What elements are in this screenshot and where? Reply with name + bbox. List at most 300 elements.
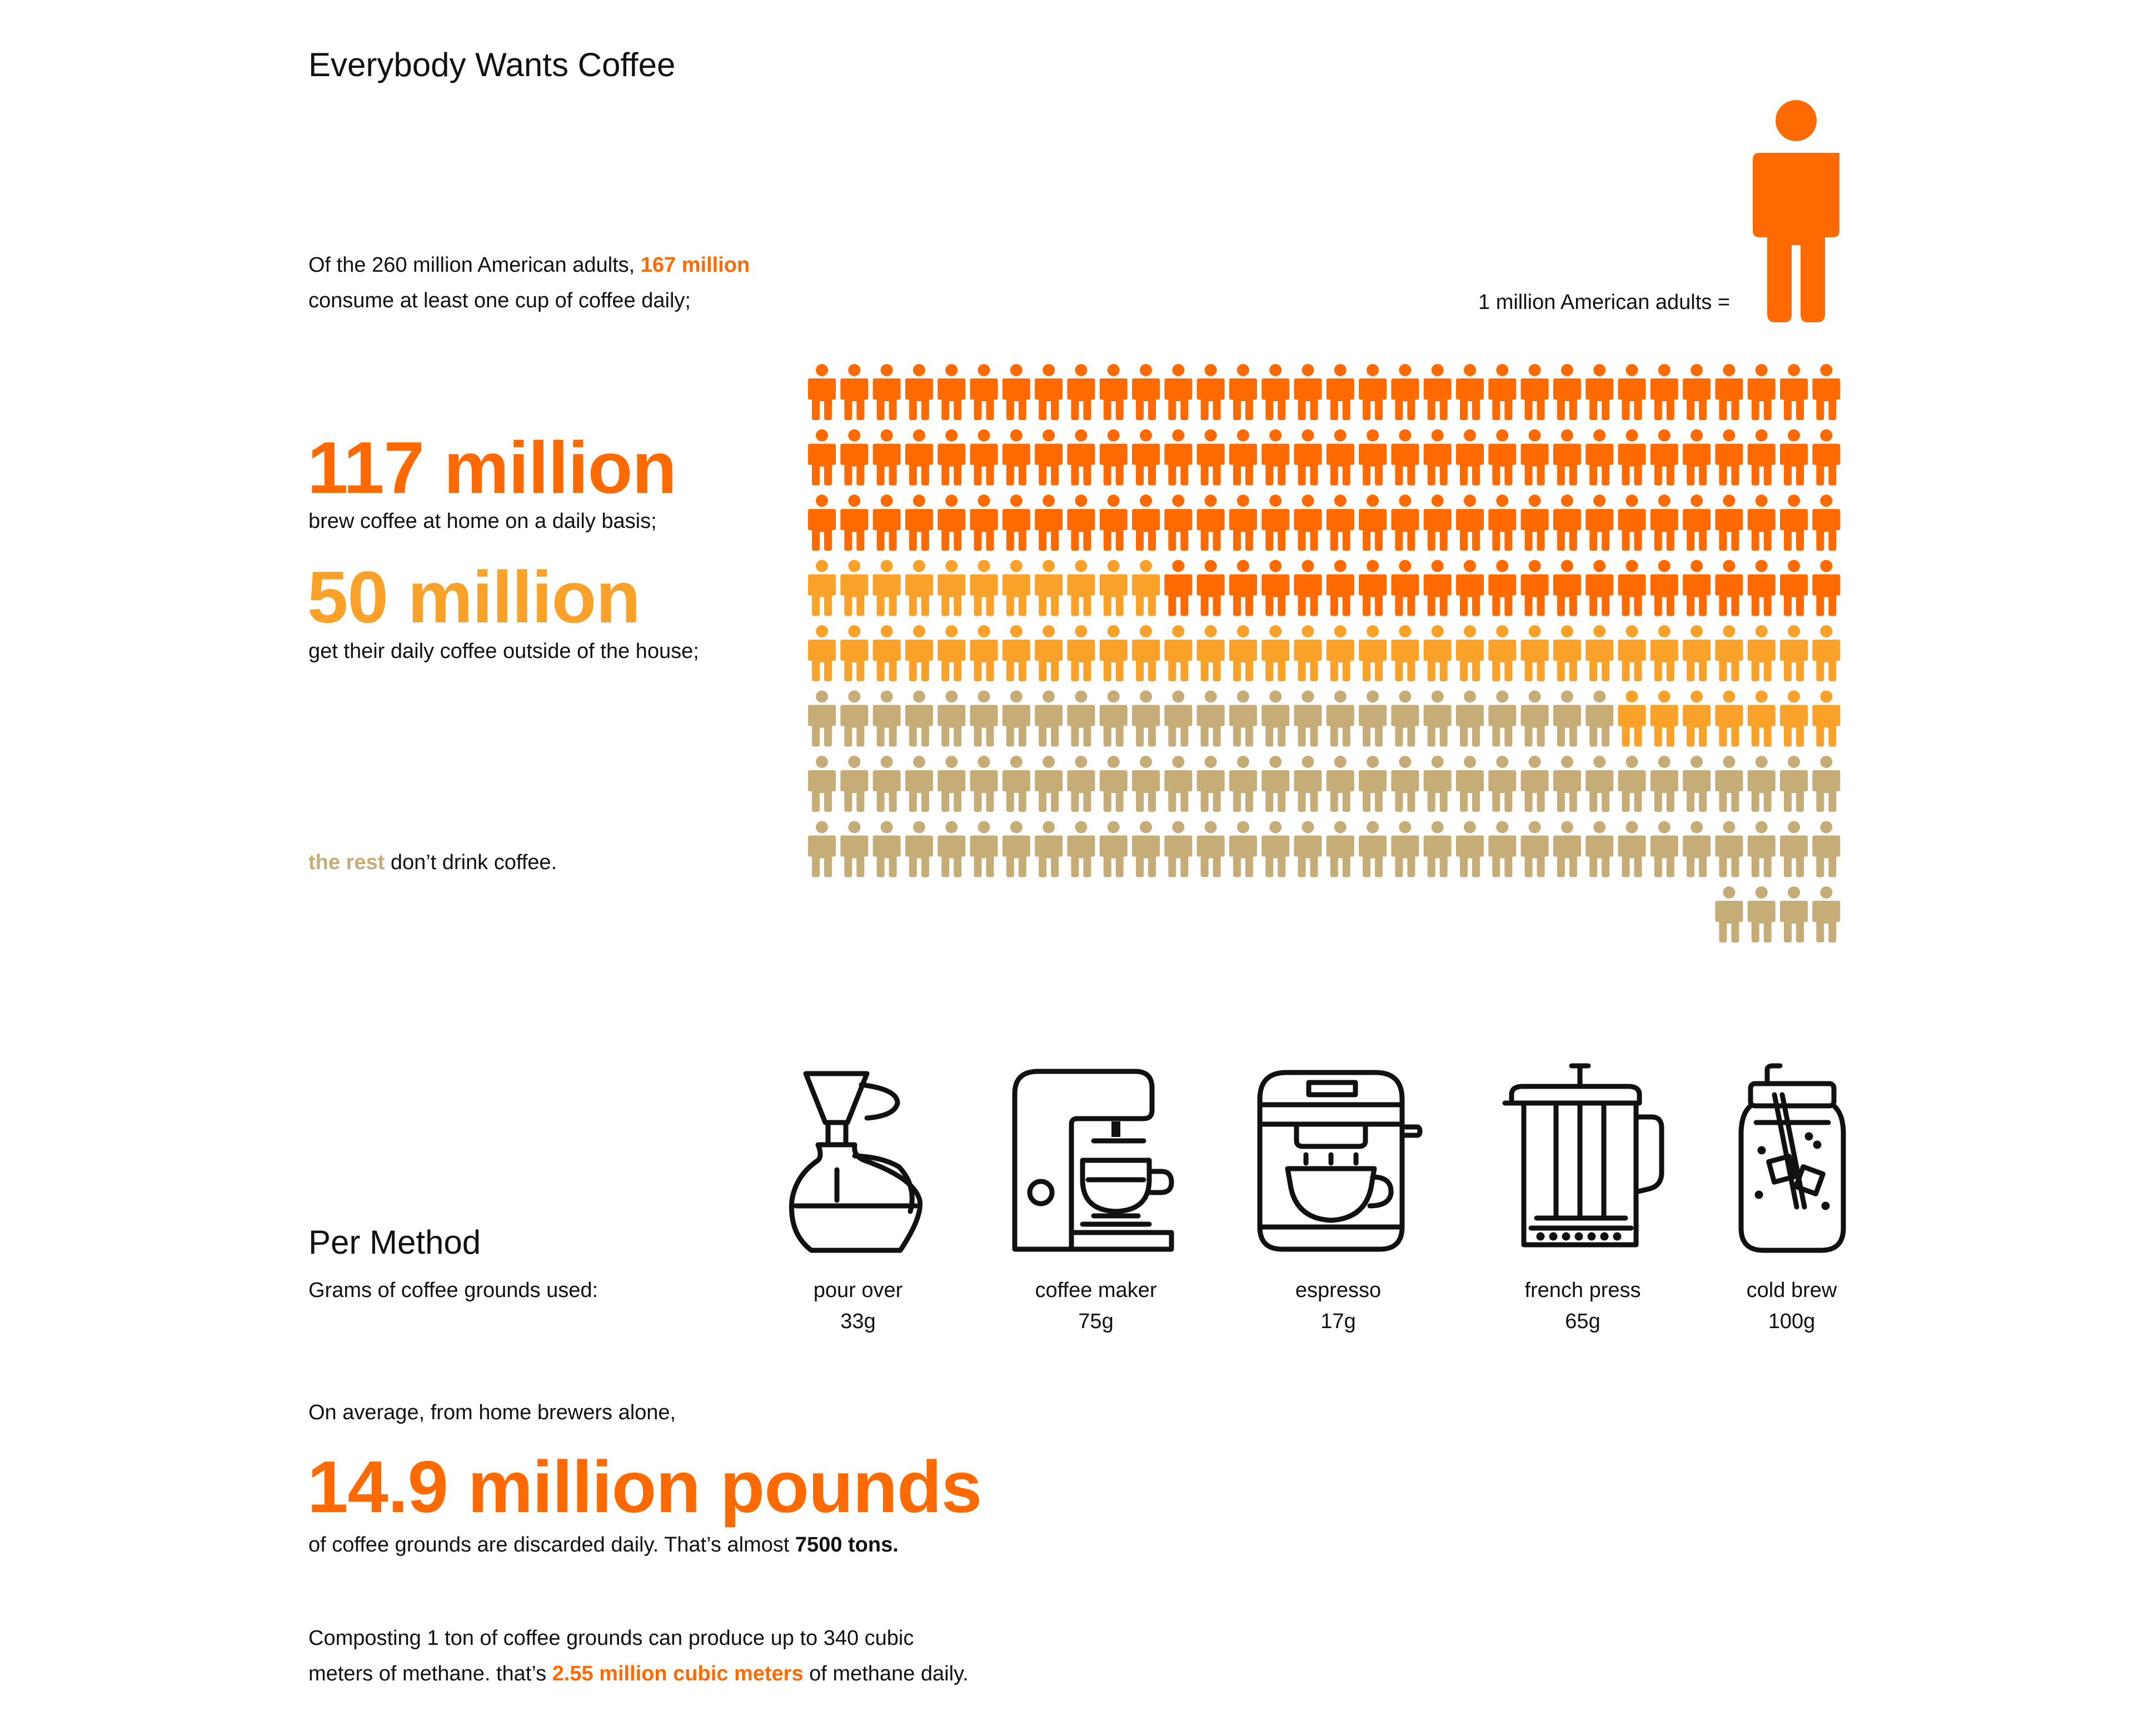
person-icon-home — [1391, 364, 1419, 420]
person-icon-rest — [1424, 821, 1452, 877]
person-icon-rest — [1003, 821, 1030, 877]
person-icon-outside — [1651, 625, 1678, 681]
methane-line1: Composting 1 ton of coffee grounds can produce up to 340 cubic — [308, 1627, 914, 1650]
person-icon-rest — [1780, 886, 1808, 942]
person-icon-rest — [1003, 756, 1030, 812]
person-icon-rest — [1035, 821, 1063, 877]
person-icon-home — [1748, 560, 1776, 616]
person-icon-rest — [1585, 756, 1613, 812]
person-icon-home — [1229, 495, 1257, 551]
person-icon-rest — [1715, 821, 1743, 877]
person-icon-home — [1521, 364, 1549, 420]
person-icon-rest — [1553, 756, 1581, 812]
person-icon-rest — [1132, 691, 1160, 747]
person-icon-outside — [1780, 625, 1808, 681]
person-icon-home — [905, 430, 933, 486]
person-icon-rest — [1262, 756, 1289, 812]
person-icon-home — [1683, 560, 1711, 616]
method-label-cold-brew — [1681, 1275, 1903, 1337]
person-icon-home — [840, 430, 868, 486]
person-icon-home — [1618, 560, 1646, 616]
person-icon-rest — [1229, 821, 1257, 877]
person-icon-rest — [1100, 756, 1128, 812]
person-icon-outside — [1035, 625, 1063, 681]
person-icon-outside — [1132, 560, 1160, 616]
person-icon-home — [1456, 364, 1484, 420]
person-icon-home — [1553, 495, 1581, 551]
person-icon-home — [1067, 430, 1095, 486]
person-icon-rest — [1035, 691, 1063, 747]
person-icon-outside — [905, 560, 933, 616]
person-icon-rest — [1391, 756, 1419, 812]
waste-caption-tons: 7500 tons. — [795, 1533, 899, 1557]
person-icon-home — [1100, 430, 1128, 486]
person-icon-home — [1197, 430, 1225, 486]
person-icon-rest — [840, 691, 868, 747]
person-icon-home — [1003, 495, 1030, 551]
person-icon-rest — [1391, 821, 1419, 877]
person-icon-home — [1780, 364, 1808, 420]
methane-line2-tail: of methane daily. — [803, 1662, 969, 1685]
per-method-heading: Per Method — [308, 1224, 481, 1261]
person-icon-rest — [1521, 756, 1549, 812]
person-icon-rest — [1229, 756, 1257, 812]
person-icon-outside — [970, 560, 998, 616]
person-icon-rest — [970, 821, 998, 877]
person-icon-rest — [1229, 691, 1257, 747]
person-icon-home — [1391, 430, 1419, 486]
person-icon-outside — [1424, 625, 1452, 681]
person-icon-home — [1100, 495, 1128, 551]
intro-highlight: 167 million — [640, 253, 750, 277]
person-icon-home — [1618, 495, 1646, 551]
person-icon-home — [808, 495, 836, 551]
person-icon-outside — [1391, 625, 1419, 681]
coffee-maker-icon — [1010, 1066, 1177, 1255]
person-icon-outside — [1618, 691, 1646, 747]
person-icon-rest — [1197, 691, 1225, 747]
person-icon-rest — [1521, 691, 1549, 747]
person-icon-rest — [1067, 691, 1095, 747]
person-icon-outside — [970, 625, 998, 681]
person-icon-outside — [1521, 625, 1549, 681]
person-icon-rest — [905, 821, 933, 877]
person-icon-home — [970, 364, 998, 420]
person-icon-home — [808, 430, 836, 486]
person-icon-rest — [970, 756, 998, 812]
person-icon-home — [1294, 364, 1322, 420]
person-icon-home — [1197, 364, 1225, 420]
person-icon-home — [905, 495, 933, 551]
person-icon-rest — [1424, 756, 1452, 812]
stat-home-caption: brew coffee at home on a daily basis; — [308, 510, 657, 533]
person-icon-home — [1456, 430, 1484, 486]
person-icon-outside — [1229, 625, 1257, 681]
intro-line2: consume at least one cup of coffee daily; — [308, 289, 691, 312]
method-name: espresso — [1295, 1279, 1382, 1302]
person-icon-rest — [873, 821, 901, 877]
person-icon-home — [1715, 560, 1743, 616]
person-icon-rest — [808, 756, 836, 812]
person-icon-outside — [1359, 625, 1387, 681]
stat-home-value: 117 million — [307, 427, 676, 508]
person-icon-outside — [1327, 625, 1354, 681]
person-icon-home — [1003, 430, 1030, 486]
person-icon-home — [1035, 495, 1063, 551]
person-icon-home — [1067, 495, 1095, 551]
method-grams: 65g — [1565, 1310, 1601, 1333]
person-icon-rest — [938, 691, 965, 747]
person-icon-home — [1651, 430, 1678, 486]
person-icon-home — [1715, 495, 1743, 551]
person-icon-home — [1488, 495, 1516, 551]
person-icon-rest — [1488, 821, 1516, 877]
person-icon-home — [1424, 364, 1452, 420]
person-icon-outside — [840, 560, 868, 616]
person-icon-rest — [1456, 756, 1484, 812]
person-icon-home — [873, 495, 901, 551]
person-icon-rest — [905, 756, 933, 812]
person-icon-rest — [1748, 756, 1776, 812]
person-icon-outside — [1651, 691, 1678, 747]
person-icon-home — [1456, 495, 1484, 551]
person-icon-home — [1812, 430, 1840, 486]
person-icon-rest — [1262, 691, 1289, 747]
person-icon-home — [1294, 495, 1322, 551]
person-icon-outside — [840, 625, 868, 681]
person-icon-home — [1391, 560, 1419, 616]
person-icon-rest — [1488, 691, 1516, 747]
person-icon-outside — [1748, 691, 1776, 747]
person-icon-rest — [970, 691, 998, 747]
person-icon-home — [1164, 364, 1192, 420]
person-icon-rest — [1683, 756, 1711, 812]
person-icon-outside — [1618, 625, 1646, 681]
person-icon-home — [1553, 364, 1581, 420]
person-icon-rest — [1618, 756, 1646, 812]
person-icon-outside — [1132, 625, 1160, 681]
person-icon-rest — [1359, 691, 1387, 747]
person-icon-home — [1035, 430, 1063, 486]
person-icon-home — [1748, 430, 1776, 486]
person-icon-home — [1164, 430, 1192, 486]
person-icon-home — [1488, 560, 1516, 616]
person-icon-rest — [1488, 756, 1516, 812]
person-icon-rest — [1780, 821, 1808, 877]
person-icon-home — [1067, 364, 1095, 420]
person-icon-outside — [1585, 625, 1613, 681]
person-icon-home — [1132, 364, 1160, 420]
person-icon-home — [1359, 430, 1387, 486]
method-label-coffee-maker — [985, 1275, 1207, 1337]
person-icon-rest — [1553, 821, 1581, 877]
person-icon-outside — [905, 625, 933, 681]
person-icon-rest — [1035, 756, 1063, 812]
methane-highlight: 2.55 million cubic meters — [552, 1662, 804, 1685]
person-icon-home — [1812, 560, 1840, 616]
person-icon-home — [1456, 560, 1484, 616]
person-icon-home — [1553, 430, 1581, 486]
person-icon-outside — [1067, 625, 1095, 681]
person-icon-rest — [1294, 691, 1322, 747]
person-icon-outside — [1488, 625, 1516, 681]
person-icon-rest — [1748, 886, 1776, 942]
person-icon-rest — [1585, 691, 1613, 747]
person-icon-rest — [1715, 886, 1743, 942]
person-icon-home — [938, 495, 965, 551]
person-icon-home — [905, 364, 933, 420]
person-icon-home — [1327, 560, 1354, 616]
person-icon-home — [1424, 495, 1452, 551]
person-icon-home — [1618, 430, 1646, 486]
person-icon-home — [1294, 430, 1322, 486]
person-icon-outside — [1553, 625, 1581, 681]
pour-over-icon — [784, 1067, 934, 1256]
person-icon-rest — [808, 691, 836, 747]
person-icon-home — [1327, 430, 1354, 486]
method-grams: 17g — [1320, 1310, 1356, 1333]
method-grams: 75g — [1078, 1310, 1114, 1333]
person-icon-rest — [1812, 756, 1840, 812]
legend-person-icon — [1753, 100, 1839, 322]
methane-text — [308, 1620, 969, 1692]
person-icon-rest — [1262, 821, 1289, 877]
person-icon-outside — [1715, 625, 1743, 681]
person-icon-home — [1229, 430, 1257, 486]
person-icon-rest — [1067, 821, 1095, 877]
stat-rest-highlight: the rest — [308, 851, 385, 874]
person-icon-home — [1132, 495, 1160, 551]
person-icon-home — [1262, 560, 1289, 616]
person-icon-home — [873, 364, 901, 420]
person-icon-home — [1585, 364, 1613, 420]
pictogram-grid — [808, 364, 1840, 942]
person-icon-rest — [905, 691, 933, 747]
person-icon-rest — [1715, 756, 1743, 812]
person-icon-home — [1715, 430, 1743, 486]
person-icon-outside — [1035, 560, 1063, 616]
person-icon-home — [1683, 495, 1711, 551]
person-icon-rest — [1585, 821, 1613, 877]
person-icon-home — [1780, 560, 1808, 616]
person-icon-outside — [1100, 560, 1128, 616]
french-press-icon — [1500, 1061, 1667, 1256]
person-icon-home — [1488, 364, 1516, 420]
person-icon-rest — [873, 691, 901, 747]
person-icon-rest — [1132, 821, 1160, 877]
person-icon-rest — [1100, 821, 1128, 877]
person-icon-outside — [1164, 625, 1192, 681]
person-icon-home — [1424, 560, 1452, 616]
person-icon-rest — [1651, 756, 1678, 812]
person-icon-home — [1391, 495, 1419, 551]
stat-outside-value: 50 million — [307, 556, 640, 638]
person-icon-home — [1327, 495, 1354, 551]
person-icon-rest — [840, 756, 868, 812]
person-icon-rest — [1780, 756, 1808, 812]
per-method-subheading: Grams of coffee grounds used: — [308, 1279, 599, 1302]
person-icon-home — [808, 364, 836, 420]
person-icon-outside — [1197, 625, 1225, 681]
person-icon-rest — [1327, 821, 1354, 877]
person-icon-outside — [1780, 691, 1808, 747]
method-label-espresso — [1227, 1275, 1449, 1337]
person-icon-home — [970, 495, 998, 551]
person-icon-home — [1780, 430, 1808, 486]
person-icon-rest — [840, 821, 868, 877]
person-icon-outside — [938, 625, 965, 681]
person-icon-home — [1651, 364, 1678, 420]
person-icon-outside — [1715, 691, 1743, 747]
cold-brew-jar-icon — [1737, 1061, 1848, 1256]
person-icon-home — [840, 364, 868, 420]
person-icon-home — [1812, 495, 1840, 551]
person-icon-rest — [1651, 821, 1678, 877]
person-icon-home — [1488, 430, 1516, 486]
person-icon-home — [1715, 364, 1743, 420]
person-icon-home — [1327, 364, 1354, 420]
person-icon-rest — [1327, 756, 1354, 812]
person-icon-home — [1100, 364, 1128, 420]
person-icon-outside — [808, 560, 836, 616]
person-icon-home — [1683, 430, 1711, 486]
person-icon-home — [1748, 495, 1776, 551]
method-name: french press — [1524, 1279, 1641, 1302]
person-icon-rest — [1424, 691, 1452, 747]
person-icon-outside — [1812, 691, 1840, 747]
person-icon-home — [1780, 495, 1808, 551]
person-icon-rest — [1197, 756, 1225, 812]
person-icon-home — [840, 495, 868, 551]
person-icon-home — [1359, 495, 1387, 551]
person-icon-rest — [1683, 821, 1711, 877]
person-icon-home — [1651, 495, 1678, 551]
person-icon-rest — [1197, 821, 1225, 877]
person-icon-home — [1812, 364, 1840, 420]
person-icon-rest — [1812, 821, 1840, 877]
waste-intro: On average, from home brewers alone, — [308, 1401, 676, 1424]
person-icon-home — [938, 430, 965, 486]
person-icon-rest — [1812, 886, 1840, 942]
person-icon-home — [1262, 495, 1289, 551]
person-icon-rest — [1359, 756, 1387, 812]
person-icon-rest — [1327, 691, 1354, 747]
person-icon-home — [1748, 364, 1776, 420]
person-icon-rest — [873, 756, 901, 812]
person-icon-rest — [1618, 821, 1646, 877]
page-title: Everybody Wants Coffee — [308, 46, 676, 83]
waste-value: 14.9 million pounds — [307, 1446, 982, 1528]
person-icon-home — [1229, 364, 1257, 420]
person-icon-outside — [873, 560, 901, 616]
method-grams: 33g — [840, 1310, 876, 1333]
method-label-french-press — [1472, 1275, 1694, 1337]
stat-rest-caption: don’t drink coffee. — [385, 851, 557, 874]
person-icon-rest — [1391, 691, 1419, 747]
person-icon-rest — [1003, 691, 1030, 747]
person-icon-rest — [1521, 821, 1549, 877]
person-icon-home — [1521, 560, 1549, 616]
person-icon-home — [1132, 430, 1160, 486]
person-icon-home — [1003, 364, 1030, 420]
person-icon-outside — [1003, 625, 1030, 681]
person-icon-home — [1585, 495, 1613, 551]
person-icon-home — [1585, 560, 1613, 616]
person-icon-home — [1424, 430, 1452, 486]
person-icon-home — [1359, 560, 1387, 616]
person-icon-rest — [1132, 756, 1160, 812]
person-icon-outside — [1067, 560, 1095, 616]
person-icon-rest — [938, 821, 965, 877]
person-icon-outside — [873, 625, 901, 681]
person-icon-outside — [1683, 625, 1711, 681]
espresso-machine-icon — [1253, 1066, 1425, 1255]
person-icon-rest — [1553, 691, 1581, 747]
person-icon-rest — [808, 821, 836, 877]
person-icon-rest — [1100, 691, 1128, 747]
person-icon-outside — [1003, 560, 1030, 616]
legend-label: 1 million American adults = — [1478, 291, 1731, 314]
person-icon-home — [1197, 560, 1225, 616]
person-icon-home — [1651, 560, 1678, 616]
method-grams: 100g — [1768, 1310, 1816, 1333]
method-label-pour-over — [747, 1275, 969, 1337]
person-icon-outside — [1262, 625, 1289, 681]
person-icon-outside — [1683, 691, 1711, 747]
person-icon-home — [1618, 364, 1646, 420]
person-icon-home — [1229, 560, 1257, 616]
person-icon-home — [1553, 560, 1581, 616]
person-icon-outside — [938, 560, 965, 616]
person-icon-rest — [938, 756, 965, 812]
person-icon-rest — [1294, 756, 1322, 812]
person-icon-outside — [1812, 625, 1840, 681]
method-name: coffee maker — [1035, 1279, 1157, 1302]
person-icon-outside — [1100, 625, 1128, 681]
person-icon-home — [1585, 430, 1613, 486]
waste-caption-lead: of coffee grounds are discarded daily. That’s almost — [308, 1533, 795, 1557]
method-name: cold brew — [1746, 1279, 1837, 1302]
person-icon-rest — [1359, 821, 1387, 877]
person-icon-rest — [1164, 756, 1192, 812]
person-icon-home — [1164, 495, 1192, 551]
method-name: pour over — [813, 1279, 903, 1302]
person-icon-outside — [1294, 625, 1322, 681]
person-icon-home — [938, 364, 965, 420]
person-icon-rest — [1456, 691, 1484, 747]
person-icon-home — [1521, 430, 1549, 486]
person-icon-home — [1521, 495, 1549, 551]
person-icon-home — [1359, 364, 1387, 420]
person-icon-home — [1035, 364, 1063, 420]
person-icon-outside — [1748, 625, 1776, 681]
person-icon-rest — [1294, 821, 1322, 877]
person-icon-home — [970, 430, 998, 486]
person-icon-home — [1164, 560, 1192, 616]
person-icon-home — [1197, 495, 1225, 551]
person-icon-rest — [1067, 756, 1095, 812]
person-icon-outside — [808, 625, 836, 681]
stat-outside-caption: get their daily coffee outside of the house; — [308, 640, 699, 663]
person-icon-home — [1262, 430, 1289, 486]
person-icon-rest — [1164, 691, 1192, 747]
person-icon-rest — [1164, 821, 1192, 877]
person-icon-outside — [1456, 625, 1484, 681]
person-icon-rest — [1456, 821, 1484, 877]
person-icon-home — [873, 430, 901, 486]
intro-lead: Of the 260 million American adults, — [308, 253, 641, 277]
person-icon-home — [1683, 364, 1711, 420]
